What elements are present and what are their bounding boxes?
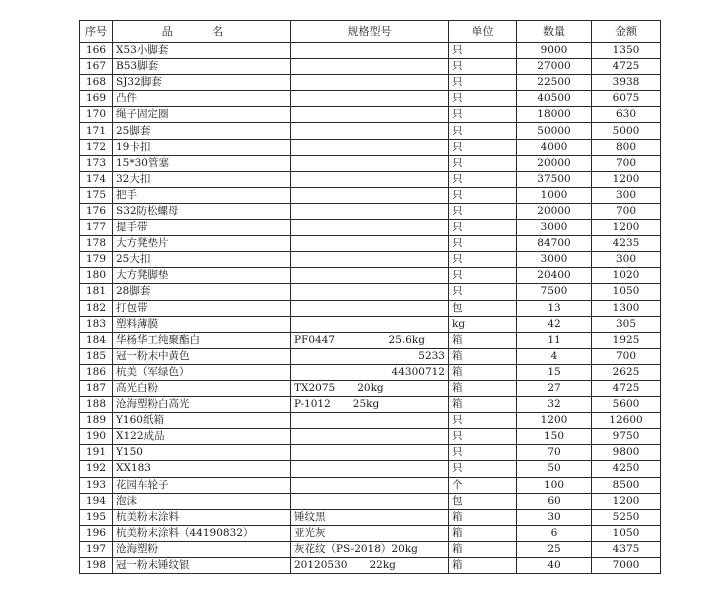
row-spec	[291, 364, 449, 380]
header-unit: 单位	[449, 21, 517, 43]
row-spec	[291, 91, 449, 107]
row-spec	[291, 558, 449, 574]
row-spec	[291, 75, 449, 91]
row-unit: 只	[449, 284, 517, 300]
row-spec-code: PF0447	[294, 333, 336, 346]
row-amount: 5600	[592, 397, 661, 413]
row-spec-weight: 22kg	[369, 559, 396, 572]
row-spec: 锤纹黑	[291, 509, 449, 525]
row-unit: 只	[449, 75, 517, 91]
header-name: 品 名	[113, 21, 291, 43]
row-spec	[291, 203, 449, 219]
row-index: 180	[80, 268, 113, 284]
row-amount: 700	[592, 203, 661, 219]
row-spec-weight: 25kg	[352, 398, 380, 411]
row-index: 195	[80, 509, 113, 525]
row-spec	[291, 139, 449, 155]
table-row	[80, 525, 661, 541]
row-spec	[291, 43, 449, 59]
row-name: Y160纸箱	[113, 413, 291, 429]
row-amount: 9800	[592, 445, 661, 461]
row-name: 25脚套	[113, 123, 291, 139]
row-index: 185	[80, 348, 113, 364]
row-unit: 只	[449, 236, 517, 252]
row-index: 174	[80, 171, 113, 187]
row-index: 170	[80, 107, 113, 123]
row-name: 花园车轮子	[113, 477, 291, 493]
header-index: 序号	[80, 21, 113, 43]
row-amount: 4235	[592, 236, 661, 252]
row-index: 176	[80, 203, 113, 219]
table-row	[80, 203, 661, 219]
row-amount: 300	[592, 187, 661, 203]
row-amount: 2625	[592, 364, 661, 380]
row-name: 绳子固定圈	[113, 107, 291, 123]
row-name: 打包带	[113, 300, 291, 316]
row-index: 173	[80, 155, 113, 171]
inventory-table	[79, 20, 661, 574]
table-row	[80, 445, 661, 461]
row-quantity: 42	[517, 316, 592, 332]
table-row	[80, 187, 661, 203]
row-name: 华杨华工纯聚酯白	[113, 332, 291, 348]
row-amount: 700	[592, 155, 661, 171]
table-row	[80, 380, 661, 396]
table-row	[80, 477, 661, 493]
row-unit: 只	[449, 252, 517, 268]
row-unit: 箱	[449, 558, 517, 574]
row-quantity: 27	[517, 380, 592, 396]
row-name: 15*30管塞	[113, 155, 291, 171]
row-unit: 只	[449, 155, 517, 171]
row-spec	[291, 380, 449, 396]
row-index: 175	[80, 187, 113, 203]
table-row	[80, 558, 661, 574]
row-name: B53脚套	[113, 59, 291, 75]
table-row	[80, 123, 661, 139]
row-unit: 只	[449, 268, 517, 284]
row-index: 177	[80, 220, 113, 236]
row-spec-weight: 20kg	[357, 382, 384, 395]
row-name: 28脚套	[113, 284, 291, 300]
table-row	[80, 348, 661, 364]
row-amount: 1020	[592, 268, 661, 284]
row-spec-code: 20120530	[294, 559, 348, 572]
row-index: 181	[80, 284, 113, 300]
row-spec-code: 5233	[418, 349, 445, 362]
row-amount: 1050	[592, 284, 661, 300]
row-unit: 只	[449, 461, 517, 477]
row-spec-weight: 25.6kg	[388, 333, 425, 346]
row-index: 186	[80, 364, 113, 380]
row-name: 大方凳脚垫	[113, 268, 291, 284]
row-index: 169	[80, 91, 113, 107]
row-quantity: 4000	[517, 139, 592, 155]
row-index: 171	[80, 123, 113, 139]
row-quantity: 1200	[517, 413, 592, 429]
row-spec	[291, 461, 449, 477]
row-amount: 700	[592, 348, 661, 364]
row-quantity: 84700	[517, 236, 592, 252]
row-index: 190	[80, 429, 113, 445]
row-amount: 630	[592, 107, 661, 123]
header-row	[80, 21, 661, 43]
row-amount: 6075	[592, 91, 661, 107]
row-amount: 4725	[592, 380, 661, 396]
row-quantity: 32	[517, 397, 592, 413]
row-spec-code: P-1012	[294, 398, 331, 411]
row-index: 182	[80, 300, 113, 316]
row-name: 杭美粉末涂料（44190832）	[113, 525, 291, 541]
row-quantity: 25	[517, 541, 592, 557]
row-spec	[291, 445, 449, 461]
row-quantity: 100	[517, 477, 592, 493]
header-spec: 规格型号	[291, 21, 449, 43]
table-row	[80, 139, 661, 155]
header-amount: 金额	[592, 21, 661, 43]
table-row	[80, 107, 661, 123]
row-unit: 只	[449, 445, 517, 461]
table-row	[80, 75, 661, 91]
row-index: 183	[80, 316, 113, 332]
row-amount: 8500	[592, 477, 661, 493]
row-name: 19卡扣	[113, 139, 291, 155]
table-row	[80, 332, 661, 348]
table-row	[80, 252, 661, 268]
table-row	[80, 461, 661, 477]
row-name: 把手	[113, 187, 291, 203]
row-quantity: 22500	[517, 75, 592, 91]
row-quantity: 15	[517, 364, 592, 380]
row-unit: 个	[449, 477, 517, 493]
row-quantity: 40500	[517, 91, 592, 107]
row-index: 191	[80, 445, 113, 461]
row-spec: 灰花纹（PS-2018）20kg	[291, 541, 449, 557]
row-amount: 1300	[592, 300, 661, 316]
row-quantity: 3000	[517, 220, 592, 236]
row-quantity: 11	[517, 332, 592, 348]
row-spec	[291, 316, 449, 332]
row-amount: 9750	[592, 429, 661, 445]
row-quantity: 50000	[517, 123, 592, 139]
row-index: 179	[80, 252, 113, 268]
row-spec	[291, 284, 449, 300]
row-quantity: 18000	[517, 107, 592, 123]
table-row	[80, 236, 661, 252]
row-spec	[291, 155, 449, 171]
row-name: 塑料薄膜	[113, 316, 291, 332]
row-index: 188	[80, 397, 113, 413]
row-amount: 7000	[592, 558, 661, 574]
row-amount: 1200	[592, 171, 661, 187]
row-unit: 包	[449, 493, 517, 509]
table-row	[80, 364, 661, 380]
row-name: 泡沫	[113, 493, 291, 509]
row-spec	[291, 477, 449, 493]
row-quantity: 60	[517, 493, 592, 509]
row-spec	[291, 171, 449, 187]
row-unit: 只	[449, 43, 517, 59]
row-index: 198	[80, 558, 113, 574]
row-spec	[291, 236, 449, 252]
table-row	[80, 155, 661, 171]
row-quantity: 50	[517, 461, 592, 477]
row-quantity: 13	[517, 300, 592, 316]
row-name: S32防松螺母	[113, 203, 291, 219]
row-name: 沧海塑粉	[113, 541, 291, 557]
row-spec	[291, 59, 449, 75]
row-unit: 箱	[449, 348, 517, 364]
table-row	[80, 284, 661, 300]
row-quantity: 27000	[517, 59, 592, 75]
row-name: X122成品	[113, 429, 291, 445]
row-index: 196	[80, 525, 113, 541]
row-unit: 箱	[449, 397, 517, 413]
row-quantity: 9000	[517, 43, 592, 59]
row-quantity: 150	[517, 429, 592, 445]
row-amount: 1925	[592, 332, 661, 348]
row-name: 凸件	[113, 91, 291, 107]
row-name: Y150	[113, 445, 291, 461]
table-row	[80, 220, 661, 236]
row-spec-code: 44300712	[391, 365, 445, 378]
row-spec	[291, 220, 449, 236]
row-spec	[291, 123, 449, 139]
row-spec-code: TX2075	[294, 382, 336, 395]
row-index: 189	[80, 413, 113, 429]
row-index: 168	[80, 75, 113, 91]
row-index: 193	[80, 477, 113, 493]
row-unit: kg	[449, 316, 517, 332]
table-row	[80, 541, 661, 557]
row-amount: 300	[592, 252, 661, 268]
row-name: SJ32脚套	[113, 75, 291, 91]
table-row	[80, 43, 661, 59]
row-unit: 只	[449, 187, 517, 203]
header-quantity: 数量	[517, 21, 592, 43]
row-quantity: 4	[517, 348, 592, 364]
row-index: 192	[80, 461, 113, 477]
row-quantity: 1000	[517, 187, 592, 203]
row-quantity: 30	[517, 509, 592, 525]
row-amount: 5250	[592, 509, 661, 525]
row-spec	[291, 348, 449, 364]
row-spec	[291, 187, 449, 203]
table-row	[80, 493, 661, 509]
table-row	[80, 397, 661, 413]
row-unit: 只	[449, 107, 517, 123]
row-amount: 12600	[592, 413, 661, 429]
row-quantity: 20000	[517, 155, 592, 171]
row-name: 冠一粉末锤纹银	[113, 558, 291, 574]
row-unit: 箱	[449, 332, 517, 348]
row-amount: 4725	[592, 59, 661, 75]
row-name: 沧海塑粉白高光	[113, 397, 291, 413]
row-spec	[291, 397, 449, 413]
row-unit: 箱	[449, 541, 517, 557]
row-unit: 只	[449, 171, 517, 187]
table-row	[80, 316, 661, 332]
row-name: 杭美（军绿色）	[113, 364, 291, 380]
row-index: 197	[80, 541, 113, 557]
row-quantity: 6	[517, 525, 592, 541]
row-spec	[291, 332, 449, 348]
row-amount: 4375	[592, 541, 661, 557]
row-unit: 箱	[449, 509, 517, 525]
row-amount: 1350	[592, 43, 661, 59]
row-name: 高光白粉	[113, 380, 291, 396]
row-index: 187	[80, 380, 113, 396]
row-amount: 1200	[592, 493, 661, 509]
row-quantity: 70	[517, 445, 592, 461]
row-unit: 包	[449, 300, 517, 316]
row-amount: 1200	[592, 220, 661, 236]
row-amount: 800	[592, 139, 661, 155]
table-row	[80, 413, 661, 429]
row-amount: 4250	[592, 461, 661, 477]
row-spec	[291, 268, 449, 284]
row-spec: 亚光灰	[291, 525, 449, 541]
row-amount: 1050	[592, 525, 661, 541]
row-name: 杭美粉末涂料	[113, 509, 291, 525]
row-index: 178	[80, 236, 113, 252]
table-row	[80, 509, 661, 525]
row-name: 提手带	[113, 220, 291, 236]
row-quantity: 7500	[517, 284, 592, 300]
row-unit: 箱	[449, 364, 517, 380]
row-spec	[291, 429, 449, 445]
row-unit: 只	[449, 91, 517, 107]
row-name: 大方凳垫片	[113, 236, 291, 252]
row-spec	[291, 493, 449, 509]
row-amount: 305	[592, 316, 661, 332]
row-name: 冠一粉末中黄色	[113, 348, 291, 364]
row-spec	[291, 413, 449, 429]
row-spec	[291, 252, 449, 268]
row-quantity: 20400	[517, 268, 592, 284]
row-unit: 只	[449, 59, 517, 75]
row-quantity: 40	[517, 558, 592, 574]
row-amount: 3938	[592, 75, 661, 91]
row-index: 172	[80, 139, 113, 155]
row-name: 25大扣	[113, 252, 291, 268]
table-row	[80, 59, 661, 75]
row-unit: 只	[449, 203, 517, 219]
row-name: XX183	[113, 461, 291, 477]
row-unit: 只	[449, 220, 517, 236]
table-row	[80, 300, 661, 316]
row-name: 32大扣	[113, 171, 291, 187]
table-row	[80, 91, 661, 107]
row-name: X53小脚套	[113, 43, 291, 59]
row-unit: 箱	[449, 380, 517, 396]
row-spec	[291, 300, 449, 316]
table-row	[80, 429, 661, 445]
table-body	[80, 43, 661, 574]
row-spec	[291, 107, 449, 123]
row-unit: 箱	[449, 525, 517, 541]
row-amount: 5000	[592, 123, 661, 139]
row-unit: 只	[449, 123, 517, 139]
row-unit: 只	[449, 429, 517, 445]
row-index: 166	[80, 43, 113, 59]
row-index: 194	[80, 493, 113, 509]
row-quantity: 20000	[517, 203, 592, 219]
row-unit: 只	[449, 139, 517, 155]
row-quantity: 37500	[517, 171, 592, 187]
table-row	[80, 171, 661, 187]
row-quantity: 3000	[517, 252, 592, 268]
row-index: 184	[80, 332, 113, 348]
row-index: 167	[80, 59, 113, 75]
table-row	[80, 268, 661, 284]
row-unit: 只	[449, 413, 517, 429]
